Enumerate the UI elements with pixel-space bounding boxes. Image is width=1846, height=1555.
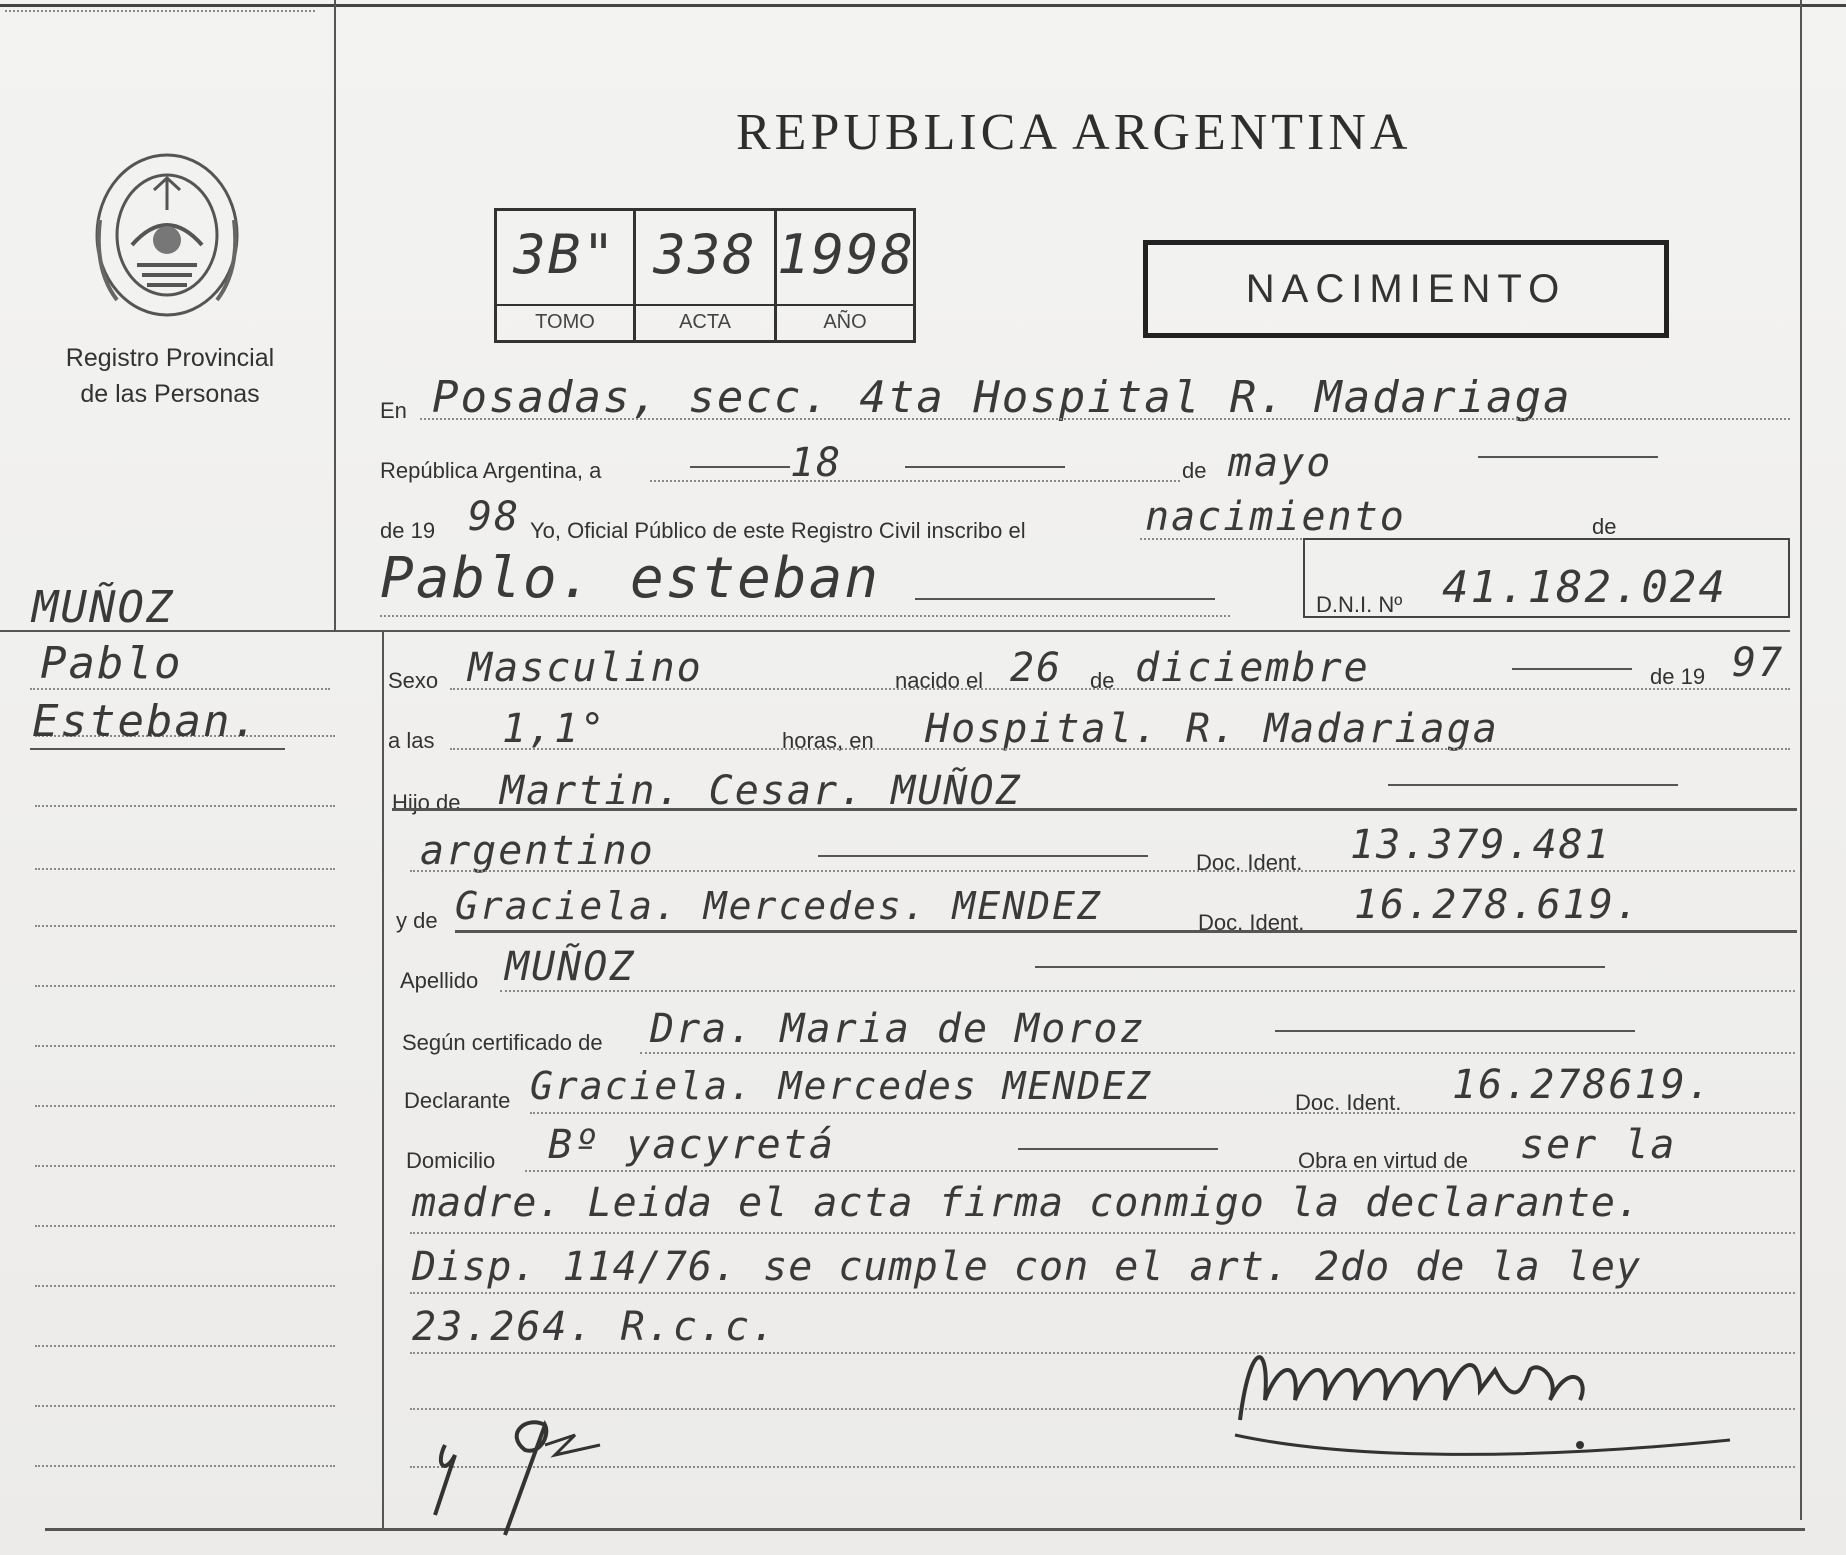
acta-cell <box>633 208 777 343</box>
alas-label: a las <box>388 728 435 753</box>
dash <box>1512 668 1632 670</box>
top-border <box>0 4 1846 7</box>
margin-line <box>35 1465 335 1467</box>
father-doc-value: 13.379.481 <box>1350 822 1611 868</box>
margin-line <box>35 1345 335 1347</box>
dni-label: D.N.I. Nº <box>1316 592 1403 617</box>
act-kind-value: nacimiento <box>1145 494 1406 540</box>
right-border <box>1800 0 1802 1520</box>
oficial-label: Yo, Oficial Público de este Registro Civil inscribo el <box>530 518 1026 543</box>
year-prefix: de 19 <box>380 518 436 543</box>
tomo-value: 3B" <box>513 223 617 286</box>
declarante-doc-value: 16.278619. <box>1452 1062 1713 1108</box>
margin-line <box>35 985 335 987</box>
dni-value: 41.182.024 <box>1442 562 1727 613</box>
certificado-value: Dra. Maria de Moroz <box>650 1006 1146 1052</box>
dash <box>915 598 1215 600</box>
declarante-value: Graciela. Mercedes MENDEZ <box>530 1064 1152 1108</box>
apellido-label: Apellido <box>400 968 479 993</box>
birth-month-value: diciembre <box>1135 645 1370 691</box>
declarante-label: Declarante <box>404 1088 511 1113</box>
horas-label: horas, en <box>782 728 874 753</box>
dash <box>690 466 790 468</box>
doc-ident-label-father: Doc. Ident. <box>1196 850 1303 875</box>
anio-value: 1998 <box>777 223 916 286</box>
line <box>525 1170 1795 1172</box>
line <box>380 615 1230 617</box>
certificado-label: Según certificado de <box>402 1030 603 1055</box>
birth-year-prefix: de 19 <box>1650 664 1706 689</box>
margin-line <box>35 1225 335 1227</box>
doc-ident-label-mother: Doc. Ident. <box>1198 910 1305 935</box>
line <box>455 930 1797 933</box>
yde-label: y de <box>396 908 438 933</box>
tomo-label: TOMO <box>535 311 595 333</box>
line <box>500 990 1795 992</box>
sexo-value: Masculino <box>468 645 703 691</box>
country-title: REPUBLICA ARGENTINA <box>736 104 1412 161</box>
birth-day-value: 26 <box>1010 645 1063 691</box>
margin-name-2: Esteban. <box>32 696 260 747</box>
month-value: mayo <box>1228 440 1333 486</box>
registry-name <box>20 340 320 412</box>
mother-value: Graciela. Mercedes. MENDEZ <box>455 884 1102 928</box>
observations-line-2: Disp. 114/76. se cumple con el art. 2do de la ley <box>412 1244 1642 1290</box>
year-suffix: 98 <box>468 494 521 540</box>
mother-doc-value: 16.278.619. <box>1354 882 1641 928</box>
margin-name-1: Pablo <box>40 638 183 689</box>
apellido-value: MUÑOZ <box>505 944 636 990</box>
margin-line <box>35 1045 335 1047</box>
de-label-3: de <box>1090 668 1115 693</box>
margin-line <box>35 1165 335 1167</box>
nacido-label: nacido el <box>895 668 984 693</box>
registry-line-1: Registro Provincial <box>65 344 275 372</box>
dash <box>1478 456 1658 458</box>
dash <box>1035 966 1605 968</box>
acta-value: 338 <box>653 223 757 286</box>
line <box>392 808 1797 811</box>
en-label: En <box>380 398 407 423</box>
line <box>650 480 1180 482</box>
margin-surname: MUÑOZ <box>32 582 175 633</box>
acta-label: ACTA <box>679 311 731 333</box>
dash <box>1388 784 1678 786</box>
left-column-divider-lower <box>382 630 384 1530</box>
margin-line <box>35 1405 335 1407</box>
line <box>450 748 1790 750</box>
obra-label: Obra en virtud de <box>1298 1148 1468 1173</box>
tomo-cell <box>494 208 636 343</box>
father-nationality-value: argentino <box>420 828 655 874</box>
margin-line <box>35 925 335 927</box>
line <box>410 1292 1795 1294</box>
handwritten-initials-icon <box>425 1395 655 1545</box>
anio-cell <box>774 208 916 343</box>
domicilio-label: Domicilio <box>406 1148 496 1173</box>
dash <box>818 855 1148 857</box>
de-label: de <box>1182 458 1207 483</box>
de-label-2: de <box>1592 514 1617 539</box>
margin-line <box>35 868 335 870</box>
line <box>410 870 1795 872</box>
official-signature-icon <box>1230 1320 1750 1460</box>
left-column-divider <box>334 0 336 630</box>
provincia-de-misiones-seal-icon <box>92 150 242 320</box>
birth-year-suffix: 97 <box>1732 640 1785 686</box>
dash <box>1018 1148 1218 1150</box>
sexo-label: Sexo <box>388 668 439 693</box>
observations-line-3: 23.264. R.c.c. <box>412 1304 778 1350</box>
birth-hour-value: 1,1° <box>502 706 607 752</box>
dash <box>905 466 1065 468</box>
section-divider <box>0 630 1790 632</box>
anio-label: AÑO <box>823 311 867 333</box>
bottom-border <box>45 1528 1805 1531</box>
margin-line <box>30 688 330 690</box>
father-value: Martin. Cesar. MUÑOZ <box>500 768 1022 814</box>
margin-line <box>5 10 315 12</box>
line <box>450 688 1790 690</box>
day-value: 18 <box>790 440 843 486</box>
registry-line-2: de las Personas <box>80 380 260 408</box>
obra-value: ser la <box>1520 1122 1677 1168</box>
republica-label: República Argentina, a <box>380 458 602 483</box>
hijo-label: Hijo de <box>392 790 461 815</box>
margin-line <box>35 1285 335 1287</box>
margin-line <box>35 1105 335 1107</box>
line <box>640 1052 1795 1054</box>
birth-place-value: Hospital. R. Madariaga <box>925 706 1499 752</box>
margin-underline <box>30 748 285 750</box>
observations-line-1: madre. Leida el acta firma conmigo la declarante. <box>412 1180 1642 1226</box>
doc-type-box: NACIMIENTO <box>1143 240 1669 338</box>
place-value: Posadas, secc. 4ta Hospital R. Madariaga <box>432 372 1572 423</box>
line <box>420 418 1790 420</box>
margin-line <box>35 805 335 807</box>
doc-ident-label-declarante: Doc. Ident. <box>1295 1090 1402 1115</box>
domicilio-value: Bº yacyretá <box>548 1122 835 1168</box>
line <box>410 1232 1795 1234</box>
full-name-value: Pablo. esteban <box>380 546 881 611</box>
dash <box>1275 1030 1635 1032</box>
line <box>530 1112 1795 1114</box>
